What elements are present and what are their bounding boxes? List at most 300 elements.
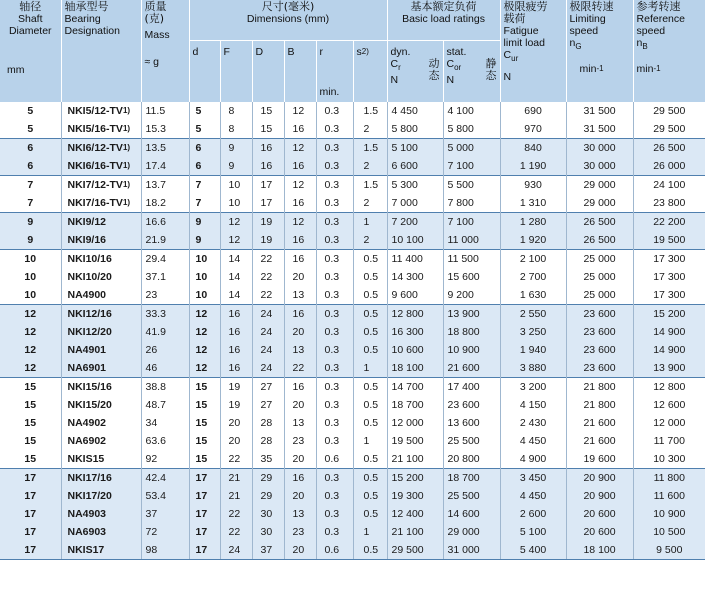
stat-load-cell: 9 200	[443, 286, 500, 305]
header-limiting-speed: 极限转速 Limiting speed $n_G$ $\min^{-1}$	[566, 0, 633, 102]
B-cell: 16	[284, 157, 316, 176]
table-header	[0, 0, 705, 102]
dyn-load-cell: 7 200	[387, 213, 443, 232]
shaft-cell: 15	[0, 450, 61, 469]
shaft-cell: 10	[0, 268, 61, 286]
shaft-cell: 10	[0, 250, 61, 269]
F-cell: 8	[220, 120, 252, 139]
limiting-speed-cell: 18 100	[566, 541, 633, 560]
F-cell: 14	[220, 250, 252, 269]
table-row	[0, 305, 705, 324]
stat-load-cell: 13 600	[443, 414, 500, 432]
table-row	[0, 469, 705, 488]
table-row	[0, 323, 705, 341]
footnote-marker: 1)	[122, 106, 131, 115]
F-cell: 21	[220, 469, 252, 488]
table-row	[0, 450, 705, 469]
s-cell: 1.5	[353, 176, 387, 195]
reference-speed-cell: 12 600	[633, 396, 705, 414]
mass-cell: 15.3	[141, 120, 189, 139]
dyn-load-cell: 21 100	[387, 523, 443, 541]
d-cell: 15	[189, 414, 220, 432]
F-cell: 19	[220, 396, 252, 414]
B-cell: 13	[284, 286, 316, 305]
limiting-speed-cell: 26 500	[566, 213, 633, 232]
limiting-speed-cell: 23 600	[566, 323, 633, 341]
table-row	[0, 505, 705, 523]
s-cell: 2	[353, 231, 387, 250]
mass-cell: 48.7	[141, 396, 189, 414]
designation-cell: NKI12/20	[61, 323, 141, 341]
dyn-load-cell: 9 600	[387, 286, 443, 305]
s-cell: 0.5	[353, 541, 387, 560]
fatigue-load-cell: 930	[500, 176, 566, 195]
d-cell: 17	[189, 487, 220, 505]
B-cell: 12	[284, 102, 316, 120]
s-cell: 0.5	[353, 323, 387, 341]
table-row	[0, 268, 705, 286]
stat-load-cell: 18 700	[443, 469, 500, 488]
r-cell: 0.3	[316, 414, 353, 432]
mass-cell: 11.5	[141, 102, 189, 120]
reference-speed-cell: 13 900	[633, 359, 705, 378]
footnote-marker: 1)	[122, 198, 131, 207]
dyn-load-cell: 29 500	[387, 541, 443, 560]
limiting-speed-cell: 23 600	[566, 305, 633, 324]
reference-speed-cell: 10 900	[633, 505, 705, 523]
footnote-marker: 1)	[122, 180, 131, 189]
stat-load-cell: 21 600	[443, 359, 500, 378]
d-cell: 12	[189, 323, 220, 341]
dyn-load-cell: 10 100	[387, 231, 443, 250]
designation-cell: NKIS17	[61, 541, 141, 560]
header-fatigue: 极限疲劳 载荷 Fatigue limit load $C_{ur}$ N	[500, 0, 566, 102]
D-cell: 27	[252, 378, 284, 397]
r-cell: 0.3	[316, 194, 353, 213]
reference-speed-cell: 11 700	[633, 432, 705, 450]
s-cell: 0.5	[353, 487, 387, 505]
mass-cell: 46	[141, 359, 189, 378]
mass-cell: 53.4	[141, 487, 189, 505]
mass-cell: 38.8	[141, 378, 189, 397]
F-cell: 12	[220, 213, 252, 232]
shaft-cell: 12	[0, 305, 61, 324]
designation-cell: NKI17/16	[61, 469, 141, 488]
fatigue-load-cell: 3 200	[500, 378, 566, 397]
F-cell: 22	[220, 505, 252, 523]
designation-cell: NKI5/12-TV$^{1)}$	[61, 102, 141, 120]
d-cell: 5	[189, 120, 220, 139]
shaft-cell: 17	[0, 469, 61, 488]
r-cell: 0.3	[316, 213, 353, 232]
fatigue-load-cell: 1 940	[500, 341, 566, 359]
shaft-cell: 17	[0, 487, 61, 505]
s-cell: 0.5	[353, 396, 387, 414]
D-cell: 15	[252, 120, 284, 139]
mass-cell: 16.6	[141, 213, 189, 232]
reference-speed-cell: 11 800	[633, 469, 705, 488]
d-cell: 17	[189, 469, 220, 488]
fatigue-load-cell: 3 880	[500, 359, 566, 378]
reference-speed-cell: 14 900	[633, 341, 705, 359]
dyn-load-cell: 21 100	[387, 450, 443, 469]
s-cell: 1	[353, 432, 387, 450]
mass-cell: 21.9	[141, 231, 189, 250]
s-cell: 2	[353, 157, 387, 176]
designation-cell: NA6902	[61, 432, 141, 450]
limiting-speed-cell: 31 500	[566, 120, 633, 139]
B-cell: 20	[284, 396, 316, 414]
dyn-load-cell: 14 700	[387, 378, 443, 397]
D-cell: 24	[252, 359, 284, 378]
reference-speed-cell: 17 300	[633, 268, 705, 286]
r-cell: 0.3	[316, 378, 353, 397]
F-cell: 22	[220, 523, 252, 541]
r-cell: 0.3	[316, 359, 353, 378]
reference-speed-cell: 11 600	[633, 487, 705, 505]
header-D: D	[252, 40, 284, 102]
d-cell: 15	[189, 450, 220, 469]
fatigue-load-cell: 690	[500, 102, 566, 120]
mass-cell: 26	[141, 341, 189, 359]
table-row	[0, 139, 705, 158]
table-row	[0, 414, 705, 432]
header-d: d	[189, 40, 220, 102]
B-cell: 13	[284, 341, 316, 359]
fatigue-load-cell: 970	[500, 120, 566, 139]
fatigue-load-cell: 2 550	[500, 305, 566, 324]
shaft-cell: 17	[0, 541, 61, 560]
limiting-speed-cell: 29 000	[566, 176, 633, 195]
designation-cell: NKI12/16	[61, 305, 141, 324]
designation-cell: NKI7/16-TV$^{1)}$	[61, 194, 141, 213]
limiting-speed-cell: 23 600	[566, 359, 633, 378]
s-cell: 1	[353, 213, 387, 232]
stat-load-cell: 18 800	[443, 323, 500, 341]
d-cell: 5	[189, 102, 220, 120]
stat-load-cell: 7 800	[443, 194, 500, 213]
stat-load-cell: 25 500	[443, 432, 500, 450]
designation-cell: NKI7/12-TV$^{1)}$	[61, 176, 141, 195]
B-cell: 12	[284, 139, 316, 158]
footnote-marker: 1)	[122, 143, 131, 152]
designation-cell: NA6903	[61, 523, 141, 541]
shaft-cell: 7	[0, 176, 61, 195]
designation-cell: NKI15/20	[61, 396, 141, 414]
reference-speed-cell: 15 200	[633, 305, 705, 324]
r-cell: 0.3	[316, 250, 353, 269]
header-r: r min.	[316, 40, 353, 102]
D-cell: 30	[252, 505, 284, 523]
dyn-load-cell: 15 200	[387, 469, 443, 488]
limiting-speed-cell: 25 000	[566, 250, 633, 269]
fatigue-load-cell: 1 310	[500, 194, 566, 213]
B-cell: 16	[284, 120, 316, 139]
header-mass: 质量 (克) Mass ≈ g	[141, 0, 189, 102]
table-row	[0, 378, 705, 397]
D-cell: 22	[252, 268, 284, 286]
table-body	[0, 102, 705, 560]
F-cell: 14	[220, 286, 252, 305]
stat-load-cell: 29 000	[443, 523, 500, 541]
limiting-speed-cell: 21 800	[566, 378, 633, 397]
designation-cell: NA6901	[61, 359, 141, 378]
mass-cell: 98	[141, 541, 189, 560]
table-row	[0, 396, 705, 414]
stat-load-cell: 15 600	[443, 268, 500, 286]
table-row	[0, 194, 705, 213]
shaft-cell: 15	[0, 432, 61, 450]
B-cell: 23	[284, 523, 316, 541]
reference-speed-cell: 26 500	[633, 139, 705, 158]
r-cell: 0.3	[316, 157, 353, 176]
d-cell: 7	[189, 194, 220, 213]
D-cell: 27	[252, 396, 284, 414]
D-cell: 17	[252, 194, 284, 213]
mass-cell: 34	[141, 414, 189, 432]
designation-cell: NKI5/16-TV$^{1)}$	[61, 120, 141, 139]
fatigue-load-cell: 2 600	[500, 505, 566, 523]
designation-cell: NA4900	[61, 286, 141, 305]
table-row	[0, 250, 705, 269]
B-cell: 16	[284, 378, 316, 397]
table-row	[0, 213, 705, 232]
designation-cell: NKI6/16-TV$^{1)}$	[61, 157, 141, 176]
F-cell: 9	[220, 139, 252, 158]
stat-load-cell: 10 900	[443, 341, 500, 359]
fatigue-load-cell: 2 430	[500, 414, 566, 432]
limiting-speed-cell: 30 000	[566, 139, 633, 158]
r-cell: 0.3	[316, 469, 353, 488]
limiting-speed-cell: 20 900	[566, 487, 633, 505]
fatigue-load-cell: 3 450	[500, 469, 566, 488]
B-cell: 16	[284, 250, 316, 269]
dyn-load-cell: 7 000	[387, 194, 443, 213]
stat-load-cell: 5 000	[443, 139, 500, 158]
B-cell: 20	[284, 450, 316, 469]
designation-cell: NKI17/20	[61, 487, 141, 505]
s-cell: 0.5	[353, 268, 387, 286]
limiting-speed-cell: 20 600	[566, 523, 633, 541]
reference-speed-cell: 12 000	[633, 414, 705, 432]
limiting-speed-cell: 30 000	[566, 157, 633, 176]
dyn-load-cell: 12 000	[387, 414, 443, 432]
r-cell: 0.3	[316, 120, 353, 139]
shaft-cell: 5	[0, 120, 61, 139]
dyn-load-cell: 18 100	[387, 359, 443, 378]
designation-cell: NKI9/12	[61, 213, 141, 232]
F-cell: 10	[220, 176, 252, 195]
F-cell: 9	[220, 157, 252, 176]
designation-cell: NA4903	[61, 505, 141, 523]
shaft-cell: 17	[0, 505, 61, 523]
mass-cell: 92	[141, 450, 189, 469]
B-cell: 22	[284, 359, 316, 378]
shaft-cell: 12	[0, 323, 61, 341]
d-cell: 17	[189, 523, 220, 541]
table-row	[0, 523, 705, 541]
header-reference-speed: 参考转速 Reference speed $n_B$ $\min^{-1}$	[633, 0, 705, 102]
D-cell: 16	[252, 157, 284, 176]
d-cell: 15	[189, 378, 220, 397]
footnote-marker: 1)	[122, 161, 131, 170]
r-cell: 0.6	[316, 450, 353, 469]
designation-cell: NKI10/20	[61, 268, 141, 286]
mass-cell: 41.9	[141, 323, 189, 341]
dyn-load-cell: 12 400	[387, 505, 443, 523]
s-cell: 2	[353, 194, 387, 213]
F-cell: 21	[220, 487, 252, 505]
shaft-cell: 17	[0, 523, 61, 541]
shaft-cell: 12	[0, 341, 61, 359]
mass-cell: 29.4	[141, 250, 189, 269]
r-cell: 0.3	[316, 323, 353, 341]
reference-speed-cell: 29 500	[633, 120, 705, 139]
table-row	[0, 120, 705, 139]
dyn-load-cell: 4 450	[387, 102, 443, 120]
F-cell: 20	[220, 414, 252, 432]
s-cell: 0.5	[353, 286, 387, 305]
designation-cell: NKI10/16	[61, 250, 141, 269]
limiting-speed-cell: 21 800	[566, 396, 633, 414]
D-cell: 24	[252, 323, 284, 341]
s-cell: 0.5	[353, 450, 387, 469]
dyn-load-cell: 6 600	[387, 157, 443, 176]
dyn-load-cell: 18 700	[387, 396, 443, 414]
header-designation: 轴承型号 Bearing Designation	[61, 0, 141, 102]
F-cell: 14	[220, 268, 252, 286]
mass-cell: 33.3	[141, 305, 189, 324]
d-cell: 12	[189, 359, 220, 378]
d-cell: 15	[189, 396, 220, 414]
reference-speed-cell: 17 300	[633, 250, 705, 269]
stat-load-cell: 31 000	[443, 541, 500, 560]
s-cell: 0.5	[353, 469, 387, 488]
stat-load-cell: 11 000	[443, 231, 500, 250]
fatigue-load-cell: 4 150	[500, 396, 566, 414]
D-cell: 28	[252, 432, 284, 450]
d-cell: 12	[189, 341, 220, 359]
D-cell: 19	[252, 213, 284, 232]
D-cell: 24	[252, 305, 284, 324]
stat-load-cell: 11 500	[443, 250, 500, 269]
d-cell: 10	[189, 250, 220, 269]
header-s: $s^{2)}$	[353, 40, 387, 102]
table-row	[0, 176, 705, 195]
stat-load-cell: 7 100	[443, 213, 500, 232]
s-cell: 1	[353, 359, 387, 378]
mass-cell: 13.7	[141, 176, 189, 195]
d-cell: 10	[189, 268, 220, 286]
header-shaft: 轴径 Shaft Diameter mm	[0, 0, 61, 102]
stat-load-cell: 7 100	[443, 157, 500, 176]
reference-speed-cell: 26 000	[633, 157, 705, 176]
F-cell: 24	[220, 541, 252, 560]
F-cell: 12	[220, 231, 252, 250]
s-cell: 0.5	[353, 414, 387, 432]
D-cell: 17	[252, 176, 284, 195]
F-cell: 16	[220, 341, 252, 359]
B-cell: 12	[284, 176, 316, 195]
fatigue-load-cell: 1 280	[500, 213, 566, 232]
mass-cell: 13.5	[141, 139, 189, 158]
reference-speed-cell: 12 800	[633, 378, 705, 397]
shaft-cell: 12	[0, 359, 61, 378]
header-B: B	[284, 40, 316, 102]
D-cell: 24	[252, 341, 284, 359]
mass-cell: 63.6	[141, 432, 189, 450]
table-row	[0, 359, 705, 378]
F-cell: 22	[220, 450, 252, 469]
reference-speed-cell: 19 500	[633, 231, 705, 250]
d-cell: 7	[189, 176, 220, 195]
designation-cell: NKIS15	[61, 450, 141, 469]
table-row	[0, 341, 705, 359]
limiting-speed-cell: 20 600	[566, 505, 633, 523]
fatigue-load-cell: 1 630	[500, 286, 566, 305]
limiting-speed-cell: 31 500	[566, 102, 633, 120]
F-cell: 20	[220, 432, 252, 450]
s-cell: 2	[353, 120, 387, 139]
r-cell: 0.3	[316, 231, 353, 250]
r-cell: 0.3	[316, 102, 353, 120]
r-cell: 0.3	[316, 341, 353, 359]
dyn-load-cell: 10 600	[387, 341, 443, 359]
shaft-cell: 15	[0, 378, 61, 397]
d-cell: 6	[189, 139, 220, 158]
D-cell: 29	[252, 469, 284, 488]
D-cell: 22	[252, 250, 284, 269]
B-cell: 16	[284, 194, 316, 213]
reference-speed-cell: 10 300	[633, 450, 705, 469]
D-cell: 16	[252, 139, 284, 158]
d-cell: 10	[189, 286, 220, 305]
B-cell: 16	[284, 231, 316, 250]
d-cell: 6	[189, 157, 220, 176]
r-cell: 0.3	[316, 176, 353, 195]
fatigue-load-cell: 2 100	[500, 250, 566, 269]
D-cell: 15	[252, 102, 284, 120]
designation-cell: NA4902	[61, 414, 141, 432]
d-cell: 15	[189, 432, 220, 450]
shaft-cell: 15	[0, 414, 61, 432]
limiting-speed-cell: 21 600	[566, 414, 633, 432]
designation-cell: NKI9/16	[61, 231, 141, 250]
B-cell: 16	[284, 469, 316, 488]
stat-load-cell: 4 100	[443, 102, 500, 120]
mass-cell: 37	[141, 505, 189, 523]
s-cell: 0.5	[353, 305, 387, 324]
dyn-load-cell: 14 300	[387, 268, 443, 286]
B-cell: 20	[284, 268, 316, 286]
shaft-cell: 10	[0, 286, 61, 305]
header-load-ratings: 基本额定负荷 Basic load ratings	[387, 0, 500, 40]
B-cell: 13	[284, 414, 316, 432]
shaft-cell: 9	[0, 213, 61, 232]
fatigue-load-cell: 1 190	[500, 157, 566, 176]
reference-speed-cell: 10 500	[633, 523, 705, 541]
d-cell: 9	[189, 213, 220, 232]
reference-speed-cell: 9 500	[633, 541, 705, 560]
table-row	[0, 157, 705, 176]
header-F: F	[220, 40, 252, 102]
header-stat: stat. $C_{or}$ N 静 态	[443, 40, 500, 102]
table-row	[0, 102, 705, 120]
reference-speed-cell: 24 100	[633, 176, 705, 195]
reference-speed-cell: 29 500	[633, 102, 705, 120]
fatigue-load-cell: 5 100	[500, 523, 566, 541]
limiting-speed-cell: 29 000	[566, 194, 633, 213]
